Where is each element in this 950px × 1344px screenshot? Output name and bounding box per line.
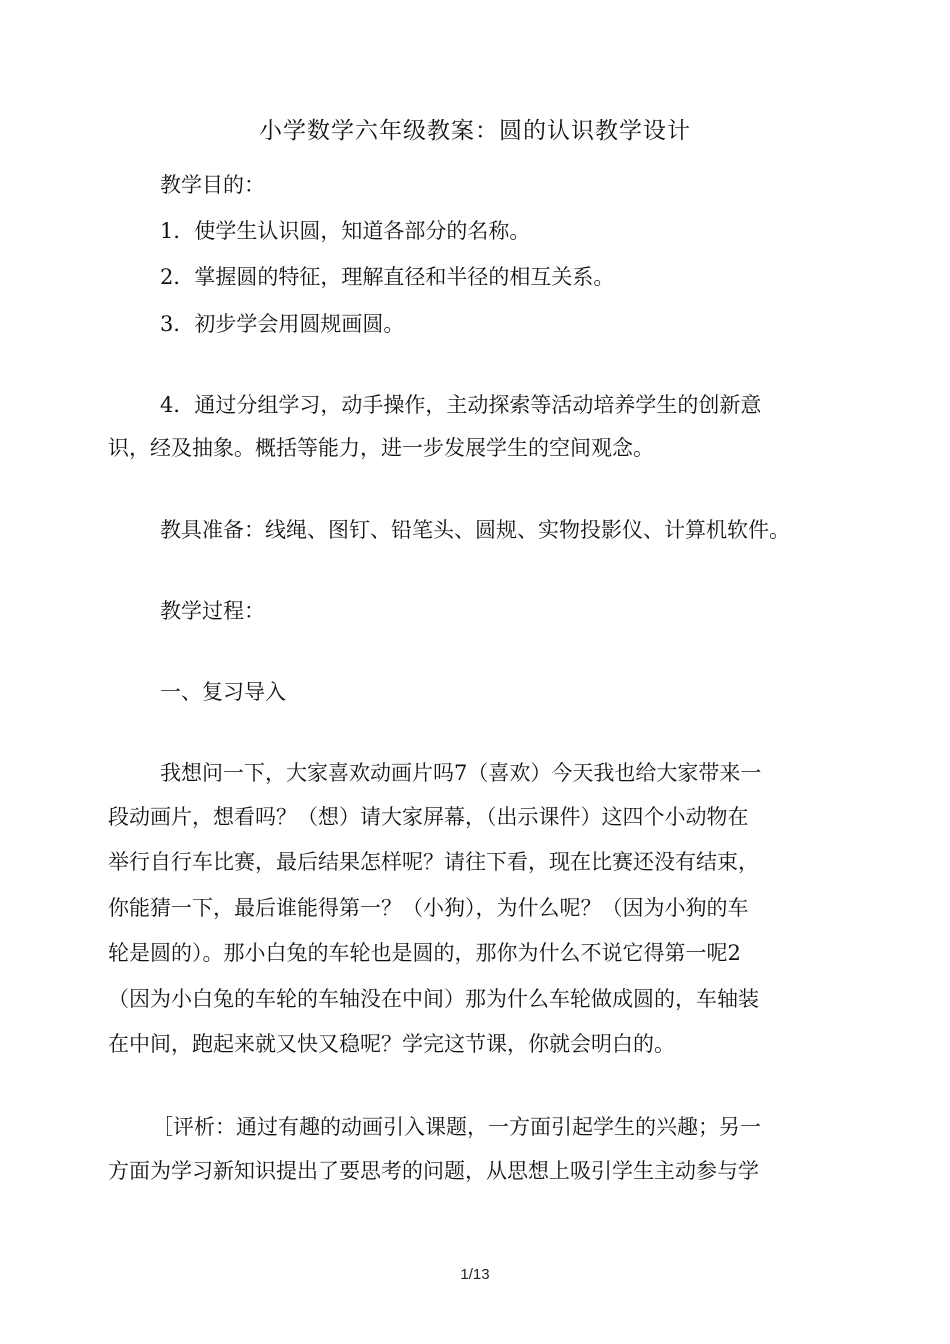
intro-line-6: （因为小白兔的车轮的车轴没在中间）那为什么车轮做成圆的，车轴装 xyxy=(108,987,759,1011)
objective-item-2: 2．掌握圆的特征，理解直径和半径的相互关系。 xyxy=(160,265,615,289)
objectives-heading: 教学目的： xyxy=(160,173,265,197)
tools-paragraph: 教具准备：线绳、图钉、铅笔头、圆规、实物投影仪、计算机软件。 xyxy=(160,518,790,542)
intro-line-1: 我想问一下，大家喜欢动画片吗7（喜欢）今天我也给大家带来一 xyxy=(160,761,762,785)
objective-item-4-line-2: 识，经及抽象。概括等能力，进一步发展学生的空间观念。 xyxy=(108,436,654,460)
intro-line-4: 你能猜一下，最后谁能得第一？（小狗），为什么呢？（因为小狗的车 xyxy=(108,896,749,920)
intro-line-5: 轮是圆的）。那小白兔的车轮也是圆的，那你为什么不说它得第一呢2 xyxy=(108,941,741,965)
intro-line-2: 段动画片，想看吗？（想）请大家屏幕，（出示课件）这四个小动物在 xyxy=(108,805,749,829)
page-number: 1/13 xyxy=(460,1266,490,1283)
comment-line-1: ［评析：通过有趣的动画引入课题，一方面引起学生的兴趣；另一 xyxy=(152,1115,761,1139)
objective-item-3: 3．初步学会用圆规画圆。 xyxy=(160,312,405,336)
objective-item-4-line-1: 4．通过分组学习，动手操作，主动探索等活动培养学生的创新意 xyxy=(160,393,762,417)
intro-line-3: 举行自行车比赛，最后结果怎样呢？请往下看，现在比赛还没有结束， xyxy=(108,850,759,874)
comment-line-2: 方面为学习新知识提出了要思考的问题，从思想上吸引学生主动参与学 xyxy=(108,1159,759,1183)
process-heading: 教学过程： xyxy=(160,599,265,623)
section-1-heading: 一、复习导入 xyxy=(160,680,286,704)
intro-line-7: 在中间，跑起来就又快又稳呢？学完这节课，你就会明白的。 xyxy=(108,1032,675,1056)
objective-item-1: 1．使学生认识圆，知道各部分的名称。 xyxy=(160,219,531,243)
document-title: 小学数学六年级教案：圆的认识教学设计 xyxy=(259,118,691,144)
